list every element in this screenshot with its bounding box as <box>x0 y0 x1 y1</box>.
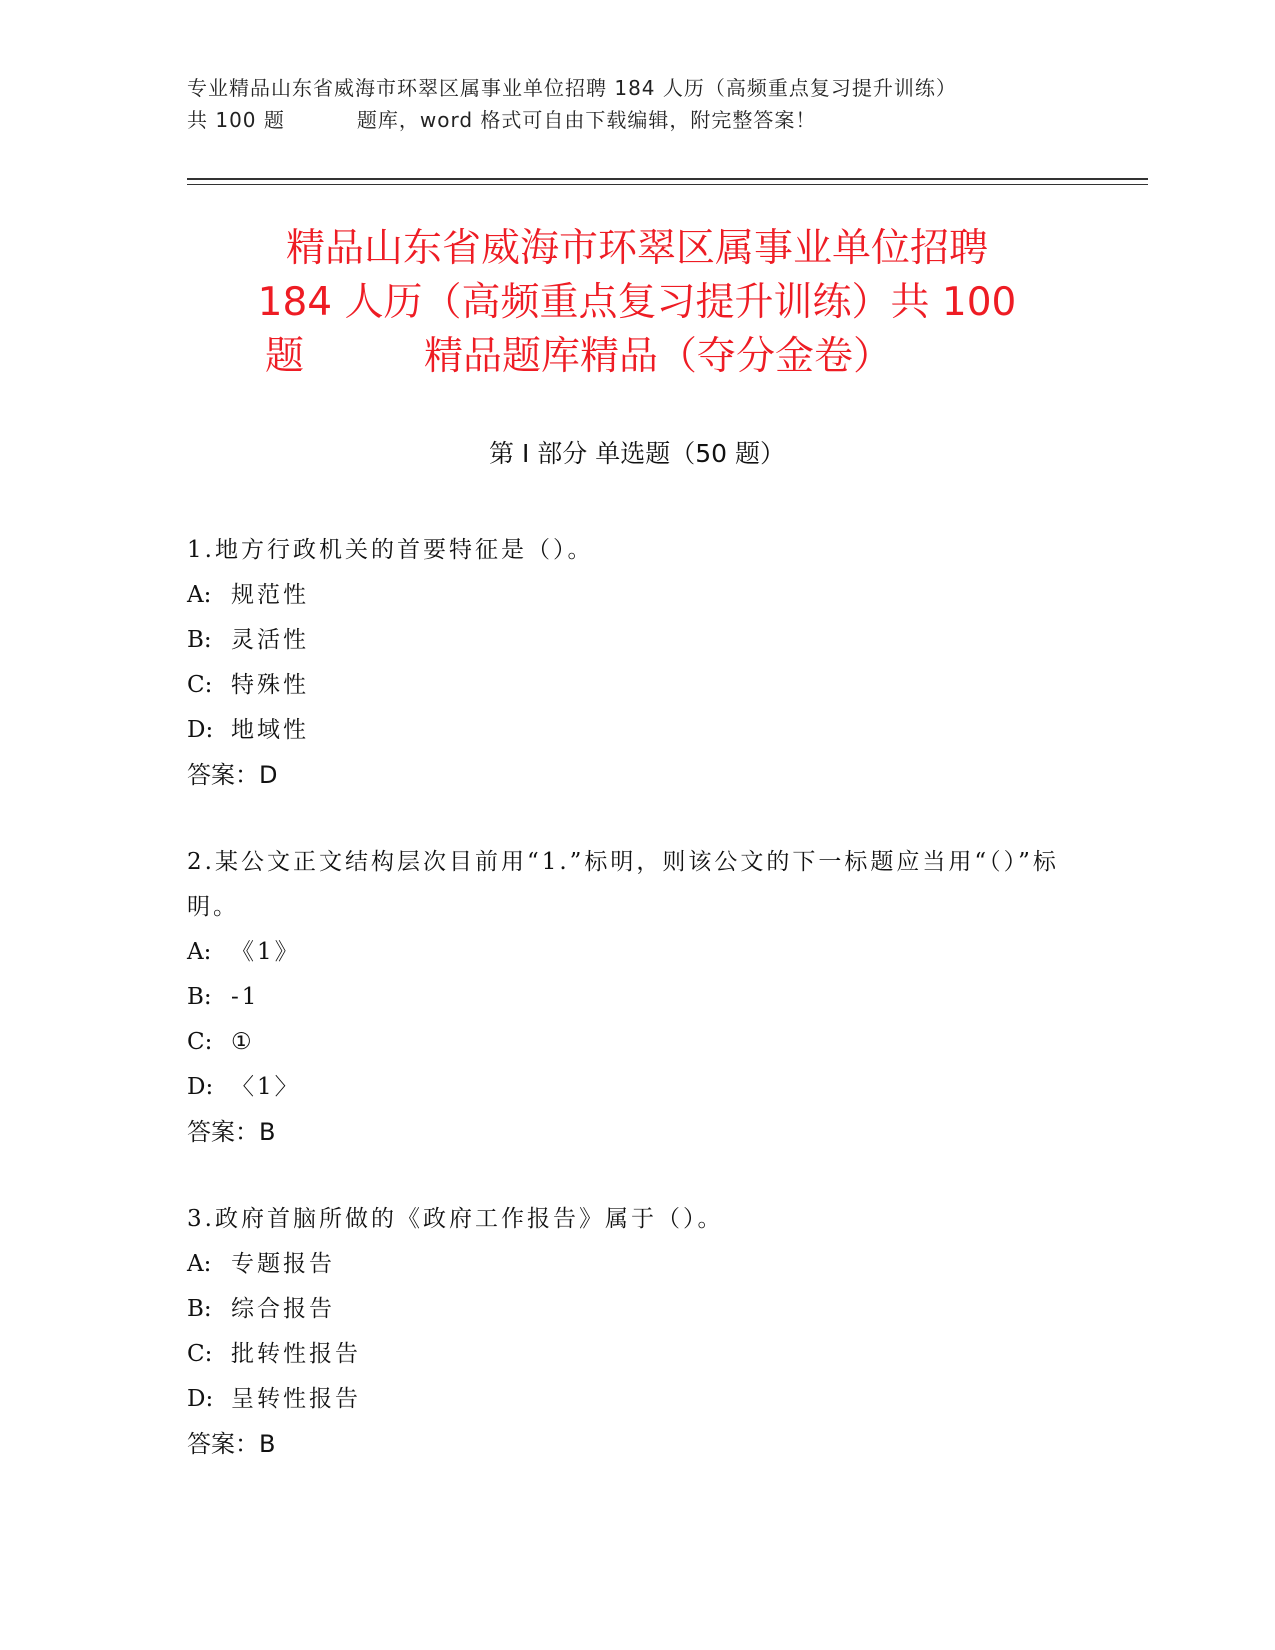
answer-line: 答案：B <box>187 1118 276 1146</box>
title-line-3-right: 精品题库精品（夺分金卷） <box>424 334 893 379</box>
answer-line: 答案：B <box>187 1430 276 1458</box>
option-a <box>187 1242 1067 1287</box>
option-text: ① <box>231 1029 255 1055</box>
document-header <box>187 72 1087 136</box>
header-line-2 <box>187 104 1087 136</box>
option-key: B: <box>187 627 212 653</box>
question-item <box>187 840 1067 1155</box>
option-d <box>187 1065 1067 1110</box>
option-key: A: <box>187 1251 212 1277</box>
option-key: A: <box>187 939 212 965</box>
option-text: 规范性 <box>231 582 309 608</box>
option-text: 《1》 <box>231 939 301 965</box>
option-text: 专题报告 <box>231 1251 335 1277</box>
option-text: 特殊性 <box>231 672 309 698</box>
option-key: D: <box>187 717 214 743</box>
title-line-3-left: 题 <box>265 334 305 379</box>
option-key: B: <box>187 984 212 1010</box>
option-key: D: <box>187 1074 214 1100</box>
option-text: 批转性报告 <box>231 1341 361 1367</box>
question-text: 1.地方行政机关的首要特征是（）。 <box>187 537 594 563</box>
option-text: 〈1〉 <box>231 1074 301 1100</box>
option-key: C: <box>187 672 213 698</box>
question-text: 3.政府首脑所做的《政府工作报告》属于（）。 <box>187 1206 724 1232</box>
header-line-1: 专业精品山东省威海市环翠区属事业单位招聘 184 人历（高频重点复习提升训练） <box>187 76 957 100</box>
option-b <box>187 975 1067 1020</box>
header-rule-thin <box>187 184 1148 185</box>
option-text: 呈转性报告 <box>231 1386 361 1412</box>
section-title: 第 I 部分 单选题（50 题） <box>489 439 785 468</box>
option-c <box>187 663 1067 708</box>
option-a <box>187 930 1067 975</box>
option-key: B: <box>187 1296 212 1322</box>
option-text: -1 <box>231 984 260 1010</box>
header-rule-thick <box>187 178 1148 180</box>
option-c <box>187 1020 1067 1065</box>
document-title <box>187 222 1087 384</box>
option-key: C: <box>187 1341 213 1367</box>
question-item <box>187 1197 1067 1467</box>
option-d <box>187 1377 1067 1422</box>
title-line-3 <box>187 330 1087 384</box>
option-d <box>187 708 1067 753</box>
header-download-note: 题库，word 格式可自由下载编辑，附完整答案！ <box>356 108 817 132</box>
option-text: 地域性 <box>231 717 309 743</box>
option-key: A: <box>187 582 212 608</box>
option-b <box>187 1287 1067 1332</box>
option-text: 综合报告 <box>231 1296 335 1322</box>
question-item <box>187 528 1067 798</box>
title-line-2: 184 人历（高频重点复习提升训练）共 100 <box>257 280 1017 325</box>
title-line-1: 精品山东省威海市环翠区属事业单位招聘 <box>285 226 988 271</box>
question-list <box>187 528 1067 1509</box>
header-question-count: 共 100 题 <box>187 108 285 132</box>
option-key: C: <box>187 1029 213 1055</box>
option-key: D: <box>187 1386 214 1412</box>
question-text: 2.某公文正文结构层次目前用“1.”标明，则该公文的下一标题应当用“（）”标明。 <box>187 849 1059 920</box>
option-text: 灵活性 <box>231 627 309 653</box>
option-a <box>187 573 1067 618</box>
answer-line: 答案：D <box>187 761 278 789</box>
option-b <box>187 618 1067 663</box>
option-c <box>187 1332 1067 1377</box>
